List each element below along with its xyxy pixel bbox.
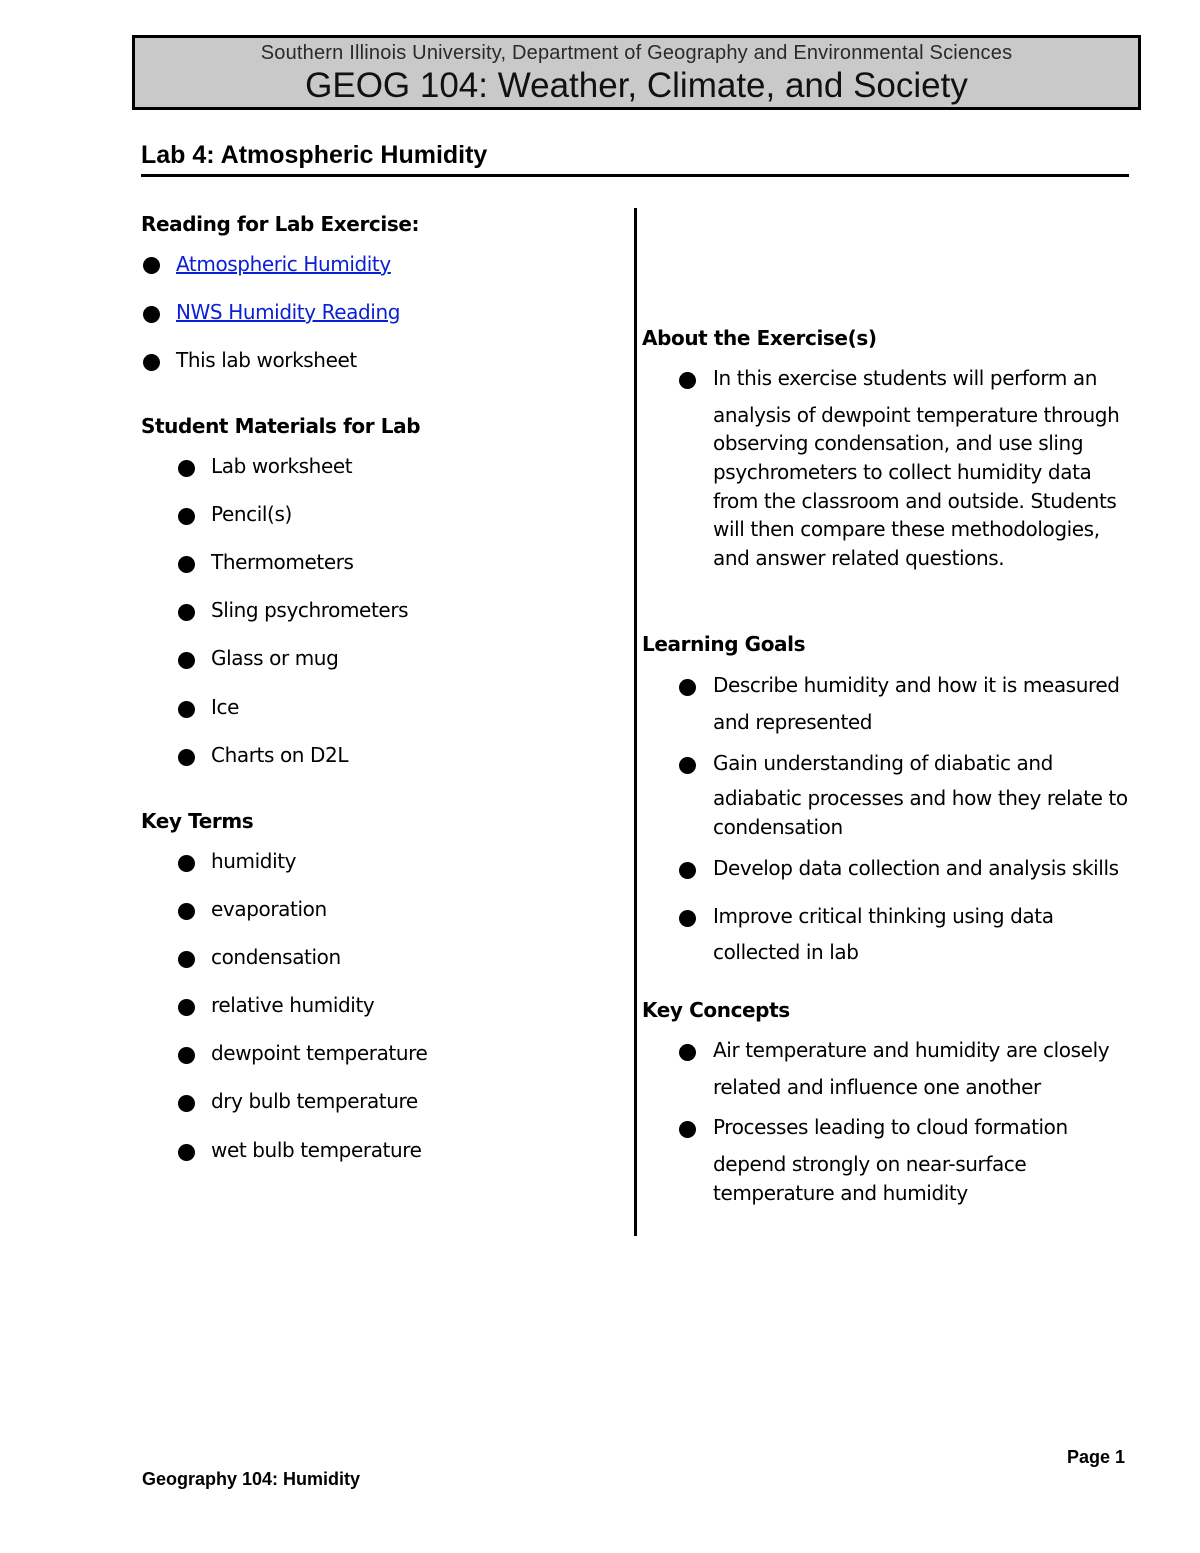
material-item: Thermometers — [211, 550, 354, 574]
concept-line: temperature and humidity — [713, 1181, 968, 1205]
bullet-icon — [178, 903, 195, 920]
goal-line: Describe humidity and how it is measured — [713, 673, 1120, 697]
bullet-icon — [679, 862, 696, 879]
key-concepts-heading: Key Concepts — [642, 998, 790, 1022]
bullet-icon — [679, 757, 696, 774]
goal-line: Develop data collection and analysis skills — [713, 856, 1119, 880]
department-subtitle: Southern Illinois University, Department of Geography and Environmental Sciences — [260, 42, 1013, 64]
goal-line: adiabatic processes and how they relate to — [713, 786, 1128, 810]
bullet-icon — [679, 1121, 696, 1138]
goal-line: and represented — [713, 710, 873, 734]
key-term-item: dry bulb temperature — [211, 1089, 418, 1113]
reading-item-worksheet: This lab worksheet — [176, 348, 357, 372]
key-term-item: humidity — [211, 849, 297, 873]
material-item: Lab worksheet — [211, 454, 353, 478]
bullet-icon — [178, 508, 195, 525]
material-item: Ice — [211, 695, 239, 719]
bullet-icon — [143, 257, 160, 274]
bullet-icon — [178, 1095, 195, 1112]
reading-link-nws[interactable] — [176, 300, 400, 324]
key-term-item: wet bulb temperature — [211, 1138, 422, 1162]
reading-heading: Reading for Lab Exercise: — [141, 212, 420, 236]
goal-line: Improve critical thinking using data — [713, 904, 1054, 928]
key-term-item: evaporation — [211, 897, 327, 921]
material-item: Sling psychrometers — [211, 598, 409, 622]
bullet-icon — [178, 951, 195, 968]
concept-line: related and influence one another — [713, 1075, 1041, 1099]
column-divider — [634, 208, 637, 1236]
about-line: In this exercise students will perform an — [713, 366, 1098, 390]
title-rule — [141, 174, 1129, 177]
bullet-icon — [178, 556, 195, 573]
material-item: Charts on D2L — [211, 743, 349, 767]
about-line: analysis of dewpoint temperature through — [713, 403, 1120, 427]
key-term-item: condensation — [211, 945, 341, 969]
material-item: Pencil(s) — [211, 502, 292, 526]
goal-line: collected in lab — [713, 940, 859, 964]
key-terms-heading: Key Terms — [141, 809, 254, 833]
about-line: observing condensation, and use sling — [713, 431, 1084, 455]
bullet-icon — [178, 749, 195, 766]
bullet-icon — [679, 372, 696, 389]
about-line: from the classroom and outside. Students — [713, 489, 1117, 513]
reading-link-2[interactable]: NWS Humidity Reading — [176, 300, 401, 324]
about-line: and answer related questions. — [713, 546, 1005, 570]
concept-line: Air temperature and humidity are closely — [713, 1038, 1110, 1062]
goal-line: Gain understanding of diabatic and — [713, 751, 1053, 775]
bullet-icon — [679, 1044, 696, 1061]
key-term-item: dewpoint temperature — [211, 1041, 428, 1065]
material-item: Glass or mug — [211, 646, 339, 670]
reading-link-1[interactable]: Atmospheric Humidity — [176, 252, 391, 276]
course-title: GEOG 104: Weather, Climate, and Society — [305, 66, 968, 105]
learning-goals-heading: Learning Goals — [642, 632, 806, 656]
concept-line: depend strongly on near-surface — [713, 1152, 1027, 1176]
about-heading: About the Exercise(s) — [642, 326, 877, 350]
bullet-icon — [679, 910, 696, 927]
key-term-item: relative humidity — [211, 993, 375, 1017]
footer-course-label: Geography 104: Humidity — [142, 1469, 361, 1489]
bullet-icon — [178, 604, 195, 621]
materials-heading: Student Materials for Lab — [141, 414, 421, 438]
lab-title: Lab 4: Atmospheric Humidity — [141, 141, 488, 169]
about-line: will then compare these methodologies, — [713, 517, 1100, 541]
course-header — [132, 35, 1141, 110]
bullet-icon — [178, 1047, 195, 1064]
bullet-icon — [679, 679, 696, 696]
goal-line: condensation — [713, 815, 843, 839]
bullet-icon — [178, 460, 195, 477]
bullet-icon — [178, 1144, 195, 1161]
concept-line: Processes leading to cloud formation — [713, 1115, 1068, 1139]
bullet-icon — [143, 306, 160, 323]
bullet-icon — [178, 652, 195, 669]
bullet-icon — [178, 999, 195, 1016]
bullet-icon — [178, 855, 195, 872]
bullet-icon — [143, 354, 160, 371]
page-number: Page 1 — [1067, 1447, 1126, 1467]
reading-link-atmospheric-humidity[interactable] — [176, 252, 391, 276]
about-line: psychrometers to collect humidity data — [713, 460, 1092, 484]
bullet-icon — [178, 701, 195, 718]
